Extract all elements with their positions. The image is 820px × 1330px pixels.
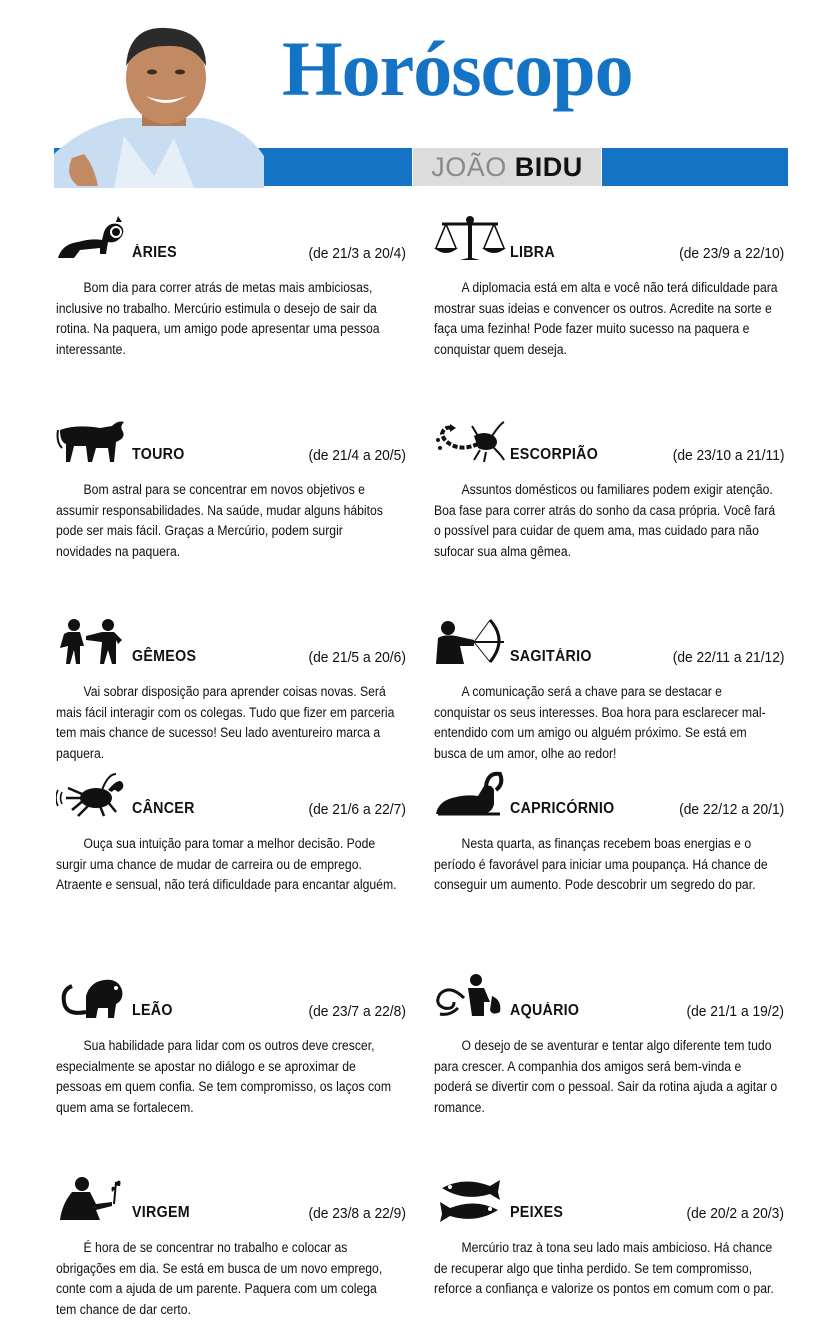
sign-name: LIBRA: [510, 244, 555, 261]
sign-name: GÊMEOS: [132, 648, 197, 665]
sign-text: Nesta quarta, as finanças recebem boas energias e o período é favorável para iniciar uma poupança. Há chance de conseguir um aumento. Pode descobrir um segredo do par.: [434, 836, 768, 893]
sign-dates: (de 21/5 a 20/6): [308, 649, 406, 666]
sign-dates: (de 23/7 a 22/8): [308, 1003, 406, 1020]
sign-name: ESCORPIÃO: [510, 446, 599, 463]
maiden-icon: [56, 1174, 128, 1222]
sign-text: Ouça sua intuição para tomar a melhor decisão. Pode surgir uma chance de mudar de carreira ou de emprego. Atraente e sensual, não terá dificuldade para encantar alguém.: [56, 836, 397, 893]
author-portrait: [54, 26, 264, 188]
sign-scorpio: [434, 416, 784, 562]
sign-libra: [434, 214, 784, 360]
sign-dates: (de 23/9 a 22/10): [678, 245, 784, 262]
scorpion-icon: [434, 416, 506, 464]
scales-icon: [434, 214, 506, 262]
sign-name: ÁRIES: [132, 244, 177, 261]
bull-icon: [56, 416, 128, 464]
page-header: [0, 0, 820, 200]
sign-dates: (de 21/6 a 22/7): [308, 801, 406, 818]
sign-name: CAPRICÓRNIO: [510, 800, 615, 817]
author-first-name: JOÃO: [431, 151, 507, 182]
sign-dates: (de 20/2 a 20/3): [686, 1205, 784, 1222]
sign-dates: (de 22/11 a 21/12): [672, 649, 784, 666]
sign-dates: (de 22/12 a 20/1): [678, 801, 784, 818]
sign-aquarius: [434, 972, 784, 1118]
archer-icon: [434, 618, 506, 666]
sign-name: TOURO: [132, 446, 185, 463]
sign-capricorn: [434, 770, 784, 896]
sign-text: O desejo de se aventurar e tentar algo diferente tem tudo para crescer. A companhia dos amigos será bem-vinda e poderá se divertir com o pessoal. Sair da rotina ajuda a agitar o romance.: [434, 1038, 778, 1116]
sign-text: Vai sobrar disposição para aprender coisas novas. Será mais fácil interagir com os colegas. Tudo que fizer em parceria tem mais chance de sucesso! Seu lado aventureiro marca a paquera.: [56, 684, 395, 762]
sign-name: VIRGEM: [132, 1204, 190, 1221]
goat-icon: [434, 770, 506, 818]
sign-dates: (de 21/3 a 20/4): [308, 245, 406, 262]
sign-cancer: [56, 770, 406, 896]
water-bearer-icon: [434, 972, 506, 1020]
author-last-name: BIDU: [514, 151, 583, 182]
twins-icon: [56, 618, 128, 666]
sign-gemini: [56, 618, 406, 764]
page-title: Horóscopo: [282, 25, 633, 112]
sign-text: É hora de se concentrar no trabalho e colocar as obrigações em dia. Se está em busca de um novo emprego, conte com a ajuda de um parente. Paquera com um colega tem chance de dar certo.: [56, 1240, 383, 1318]
sign-name: CÂNCER: [132, 800, 195, 817]
crab-icon: [56, 770, 128, 818]
sign-text: A diplomacia está em alta e você não terá dificuldade para mostrar suas ideias e convencer os outros. Acredite na sorte e faça uma fezinha! Pode fazer muito sucesso na paquera e conquistar quem deseja.: [434, 280, 778, 358]
sign-dates: (de 21/1 a 19/2): [686, 1003, 784, 1020]
ram-icon: [56, 214, 128, 262]
sign-sagittarius: [434, 618, 784, 764]
sign-dates: (de 23/8 a 22/9): [308, 1205, 406, 1222]
sign-text: Mercúrio traz à tona seu lado mais ambicioso. Há chance de recuperar algo que tinha perdido. Se tem compromisso, reforce a confiança e valorize os pontos em comum com o par.: [434, 1240, 774, 1297]
author-label: [413, 148, 601, 186]
sign-text: Assuntos domésticos ou familiares podem exigir atenção. Boa fase para correr atrás do sonho da casa própria. Você fará o possível para cuidar de quem ama, mas cuidado para não sufocar sua alma gêmea.: [434, 482, 776, 560]
header-bar-right: [602, 148, 788, 186]
sign-text: Sua habilidade para lidar com os outros deve crescer, especialmente se apostar no diálogo e se aproximar de pessoas em quem confia. Se tem compromisso, os laços com quem ama se fortalecem.: [56, 1038, 391, 1116]
sign-dates: (de 23/10 a 21/11): [672, 447, 784, 464]
sign-name: PEIXES: [510, 1204, 564, 1221]
sign-dates: (de 21/4 a 20/5): [308, 447, 406, 464]
fish-icon: [434, 1174, 506, 1222]
sign-name: AQUÁRIO: [510, 1002, 580, 1019]
lion-icon: [56, 972, 128, 1020]
sign-pisces: [434, 1174, 784, 1300]
sign-name: SAGITÁRIO: [510, 648, 592, 665]
sign-aries: [56, 214, 406, 360]
sign-text: A comunicação será a chave para se destacar e conquistar os seus interesses. Boa hora para esclarecer mal-entendido com um amigo ou alguém próximo. Se está em busca de um amor, olhe ao redor!: [434, 684, 766, 762]
sign-virgo: [56, 1174, 406, 1320]
sign-text: Bom astral para se concentrar em novos objetivos e assumir responsabilidades. Na saúde, mudar alguns hábitos pode ser mais fácil. Graças a Mercúrio, podem surgir novidades na paquera.: [56, 482, 383, 560]
sign-name: LEÃO: [132, 1002, 173, 1019]
sign-text: Bom dia para correr atrás de metas mais ambiciosas, inclusive no trabalho. Mercúrio estimula o desejo de sair da rotina. Na paquera, um amigo pode apresentar uma pessoa interessante.: [56, 280, 380, 358]
sign-taurus: [56, 416, 406, 562]
sign-leo: [56, 972, 406, 1118]
